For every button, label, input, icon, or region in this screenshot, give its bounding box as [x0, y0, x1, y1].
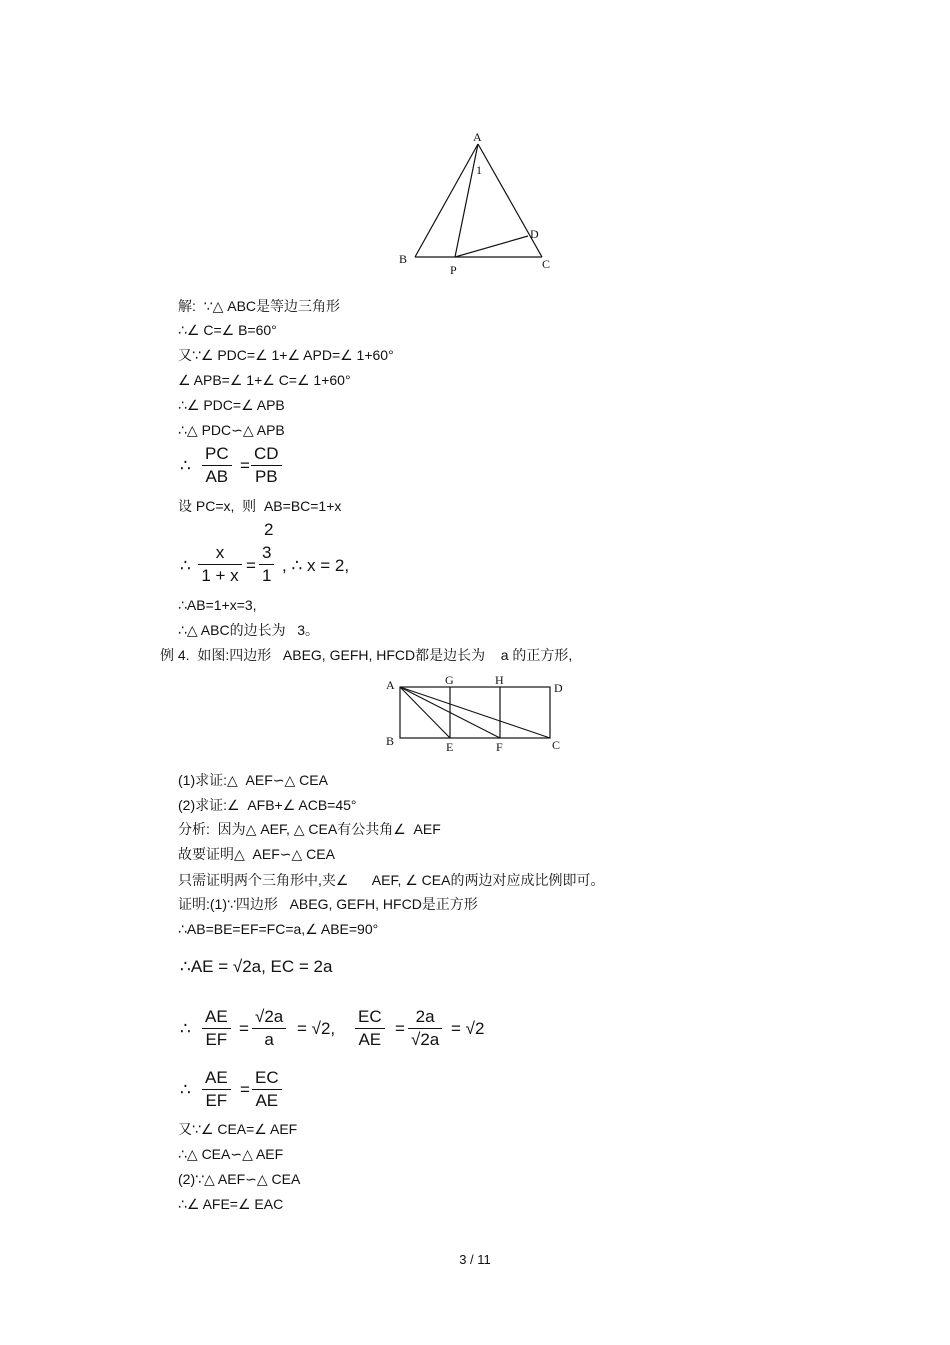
squares-figure [380, 670, 570, 755]
sol-line-1: 解: ∵△ ABC是等边三角形 [178, 298, 341, 314]
sol-line-6: ∴△ PDC∽△ APB [178, 422, 285, 438]
label-G: G [445, 673, 454, 687]
example-4-title: 例 4. 如图:四边形 ABEG, GEFH, HFCD都是边长为 a 的正方形, [160, 647, 573, 663]
question-1: (1)求证:△ AEF∽△ CEA [178, 772, 328, 788]
question-2: (2)求证:∠ AFB+∠ ACB=45° [178, 797, 357, 813]
label-A: A [473, 130, 482, 144]
sol-line-2: ∴∠ C=∠ B=60° [178, 322, 277, 338]
sol-line-11: ∴△ ABC的边长为 3。 [178, 622, 320, 638]
label-B2: B [386, 734, 395, 748]
label-F: F [496, 740, 503, 754]
label-1: 1 [476, 163, 482, 177]
label-D: D [530, 227, 539, 241]
label-P: P [450, 263, 457, 277]
equation-lengths: ∴AE = √2a, EC = 2a [180, 957, 333, 976]
label-B: B [399, 252, 408, 266]
label-D2: D [554, 681, 563, 695]
label-H: H [495, 673, 504, 687]
page-number: 3 / 11 [459, 1252, 491, 1267]
sol-line-5: ∴∠ PDC=∠ APB [178, 397, 285, 413]
sol-line-8: 设 PC=x, 则 AB=BC=1+x [178, 498, 342, 514]
analysis-3: 只需证明两个三角形中,夹∠ AEF, ∠ CEA的两边对应成比例即可。 [178, 872, 605, 888]
proof-2: ∴AB=BE=EF=FC=a,∠ ABE=90° [178, 921, 379, 937]
proof-3: 又∵∠ CEA=∠ AEF [178, 1121, 298, 1137]
analysis-1: 分析: 因为△ AEF, △ CEA有公共角∠ AEF [178, 821, 441, 837]
proof-6: ∴∠ AFE=∠ EAC [178, 1196, 284, 1212]
label-C: C [542, 257, 551, 271]
sol-line-3: 又∵∠ PDC=∠ 1+∠ APD=∠ 1+60° [178, 347, 394, 363]
triangle-figure [395, 130, 565, 280]
label-C2: C [552, 738, 561, 752]
proof-4: ∴△ CEA∽△ AEF [178, 1146, 284, 1162]
sol-line-10: ∴AB=1+x=3, [178, 597, 257, 613]
proof-5: (2)∵△ AEF∽△ CEA [178, 1171, 301, 1187]
label-E: E [446, 740, 454, 754]
sol-line-4: ∠ APB=∠ 1+∠ C=∠ 1+60° [178, 372, 351, 388]
label-A2: A [386, 678, 395, 692]
proof-1: 证明:(1)∵四边形 ABEG, GEFH, HFCD是正方形 [178, 896, 478, 912]
analysis-2: 故要证明△ AEF∽△ CEA [178, 846, 335, 862]
